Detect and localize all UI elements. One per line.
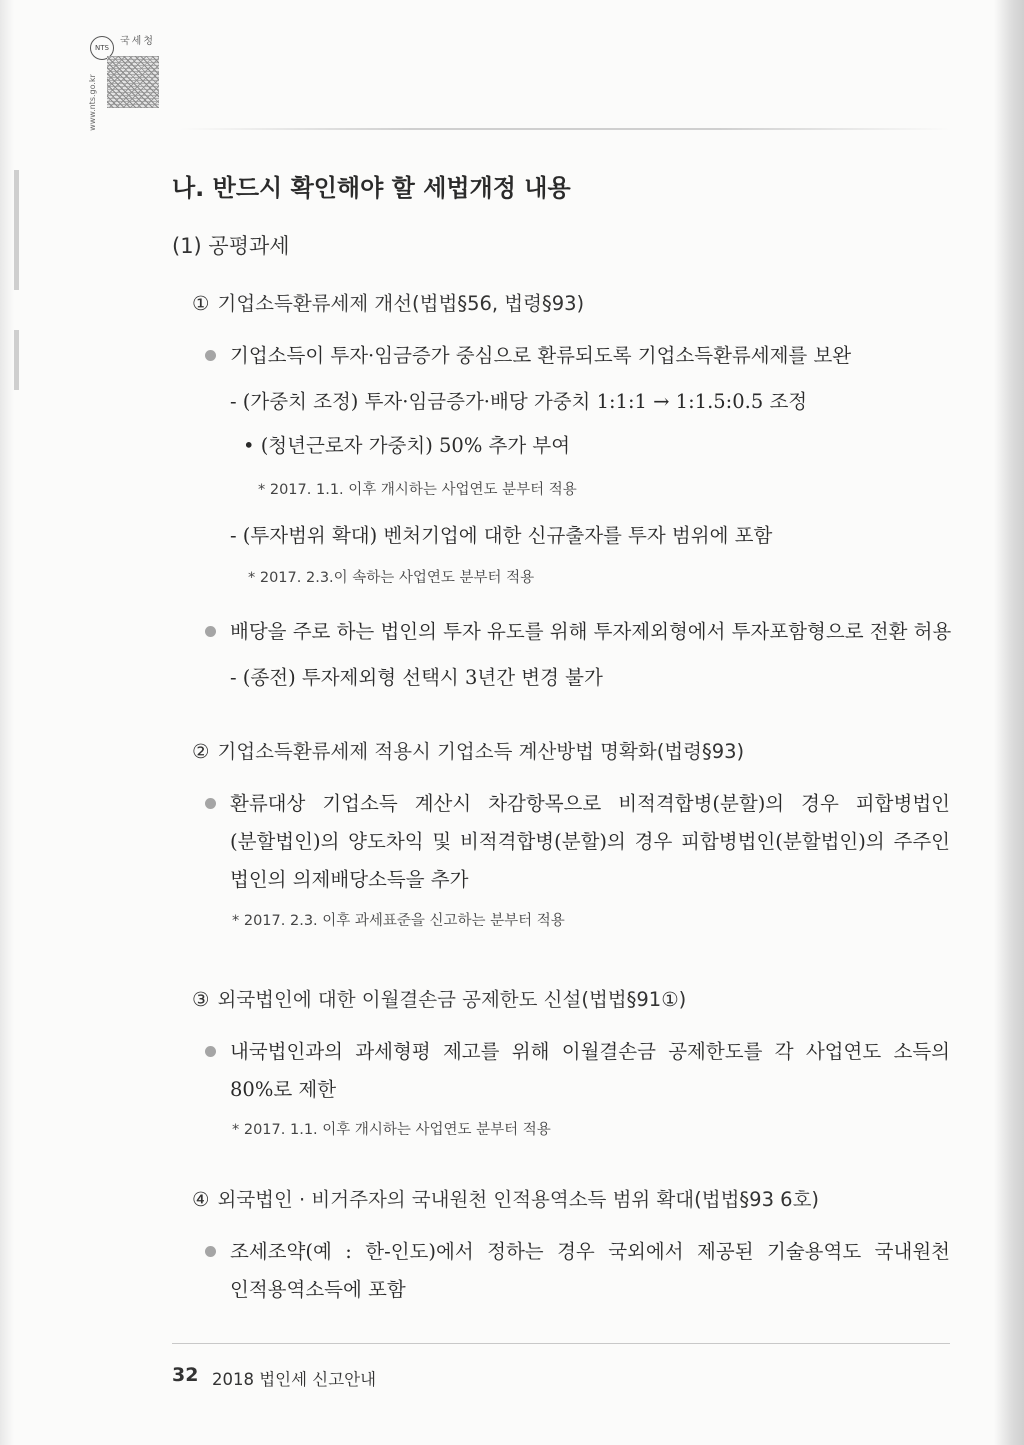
dash-text: - (투자범위 확대) 벤처기업에 대한 신규출자를 투자 범위에 포함 xyxy=(230,524,773,547)
bullet-text-line: 조세조약(예 : 한-인도)에서 정하는 경우 국외에서 제공된 기술용역도 국내원천 xyxy=(230,1240,950,1263)
qr-code-icon xyxy=(107,56,159,108)
note-text: * 2017. 1.1. 이후 개시하는 사업연도 분부터 적용 xyxy=(232,1122,551,1138)
item-marker: ③ xyxy=(192,988,210,1011)
item-title: 외국법인에 대한 이월결손금 공제한도 신설(법법§91①) xyxy=(217,988,687,1011)
footer-divider xyxy=(172,1343,950,1344)
bullet-icon xyxy=(205,1046,216,1057)
item-marker: ① xyxy=(192,292,210,315)
bullet-text: 기업소득이 투자·임금증가 중심으로 환류되도록 기업소득환류세제를 보완 xyxy=(230,344,852,367)
bullet-icon xyxy=(205,350,216,361)
scan-edge-left xyxy=(0,0,14,1445)
scan-edge-right xyxy=(994,0,1024,1445)
agency-name: 국세청 xyxy=(120,36,155,47)
note-text: * 2017. 2.3.이 속하는 사업연도 분부터 적용 xyxy=(248,570,535,586)
nts-logo-icon: NTS xyxy=(90,36,114,60)
bullet-icon xyxy=(205,798,216,809)
item-title: 기업소득환류세제 개선(법법§56, 법령§93) xyxy=(217,292,585,315)
page-number: 32 xyxy=(172,1364,199,1386)
bullet-text-line: 인적용역소득에 포함 xyxy=(230,1278,406,1301)
bullet-text-line: 80%로 제한 xyxy=(230,1078,337,1101)
dash-text: - (가중치 조정) 투자·임금증가·배당 가중치 1:1:1 → 1:1.5:0.5 조정 xyxy=(230,390,808,413)
bullet-icon xyxy=(205,1246,216,1257)
book-title: 2018 법인세 신고안내 xyxy=(212,1370,377,1389)
bullet-icon xyxy=(205,626,216,637)
section-title: 나. 반드시 확인해야 할 세법개정 내용 xyxy=(172,174,571,202)
sub-bullet-text: • (청년근로자 가중치) 50% 추가 부여 xyxy=(243,434,571,457)
note-text: * 2017. 1.1. 이후 개시하는 사업연도 분부터 적용 xyxy=(258,482,577,498)
item-heading xyxy=(192,984,686,1012)
header-divider xyxy=(180,128,950,130)
item-heading xyxy=(192,1184,819,1212)
item-heading xyxy=(192,288,584,316)
item-title: 기업소득환류세제 적용시 기업소득 계산방법 명확화(법령§93) xyxy=(217,740,745,763)
dash-text: - (종전) 투자제외형 선택시 3년간 변경 불가 xyxy=(230,666,603,689)
note-text: * 2017. 2.3. 이후 과세표준을 신고하는 분부터 적용 xyxy=(232,913,565,929)
bullet-text-line: 환류대상 기업소득 계산시 차감항목으로 비적격합병(분할)의 경우 피합병법인 xyxy=(230,792,950,815)
subsection-title: (1) 공평과세 xyxy=(172,234,290,258)
header-logo-block xyxy=(87,28,180,131)
item-marker: ④ xyxy=(192,1188,210,1211)
bullet-text: 배당을 주로 하는 법인의 투자 유도를 위해 투자제외형에서 투자포함형으로 전환 허용 xyxy=(230,620,952,643)
item-marker: ② xyxy=(192,740,210,763)
site-url: www.nts.go.kr xyxy=(87,74,97,131)
bullet-text-line: 법인의 의제배당소득을 추가 xyxy=(230,868,469,891)
bullet-text-line: 내국법인과의 과세형평 제고를 위해 이월결손금 공제한도를 각 사업연도 소득의 xyxy=(230,1040,950,1063)
scan-artifact xyxy=(14,170,19,290)
scan-artifact xyxy=(14,330,19,390)
bullet-text-line: (분할법인)의 양도차익 및 비적격합병(분할)의 경우 피합병법인(분할법인)의 주주인 xyxy=(230,830,950,853)
item-heading xyxy=(192,736,744,764)
item-title: 외국법인 · 비거주자의 국내원천 인적용역소득 범위 확대(법법§93 6호) xyxy=(217,1188,820,1211)
